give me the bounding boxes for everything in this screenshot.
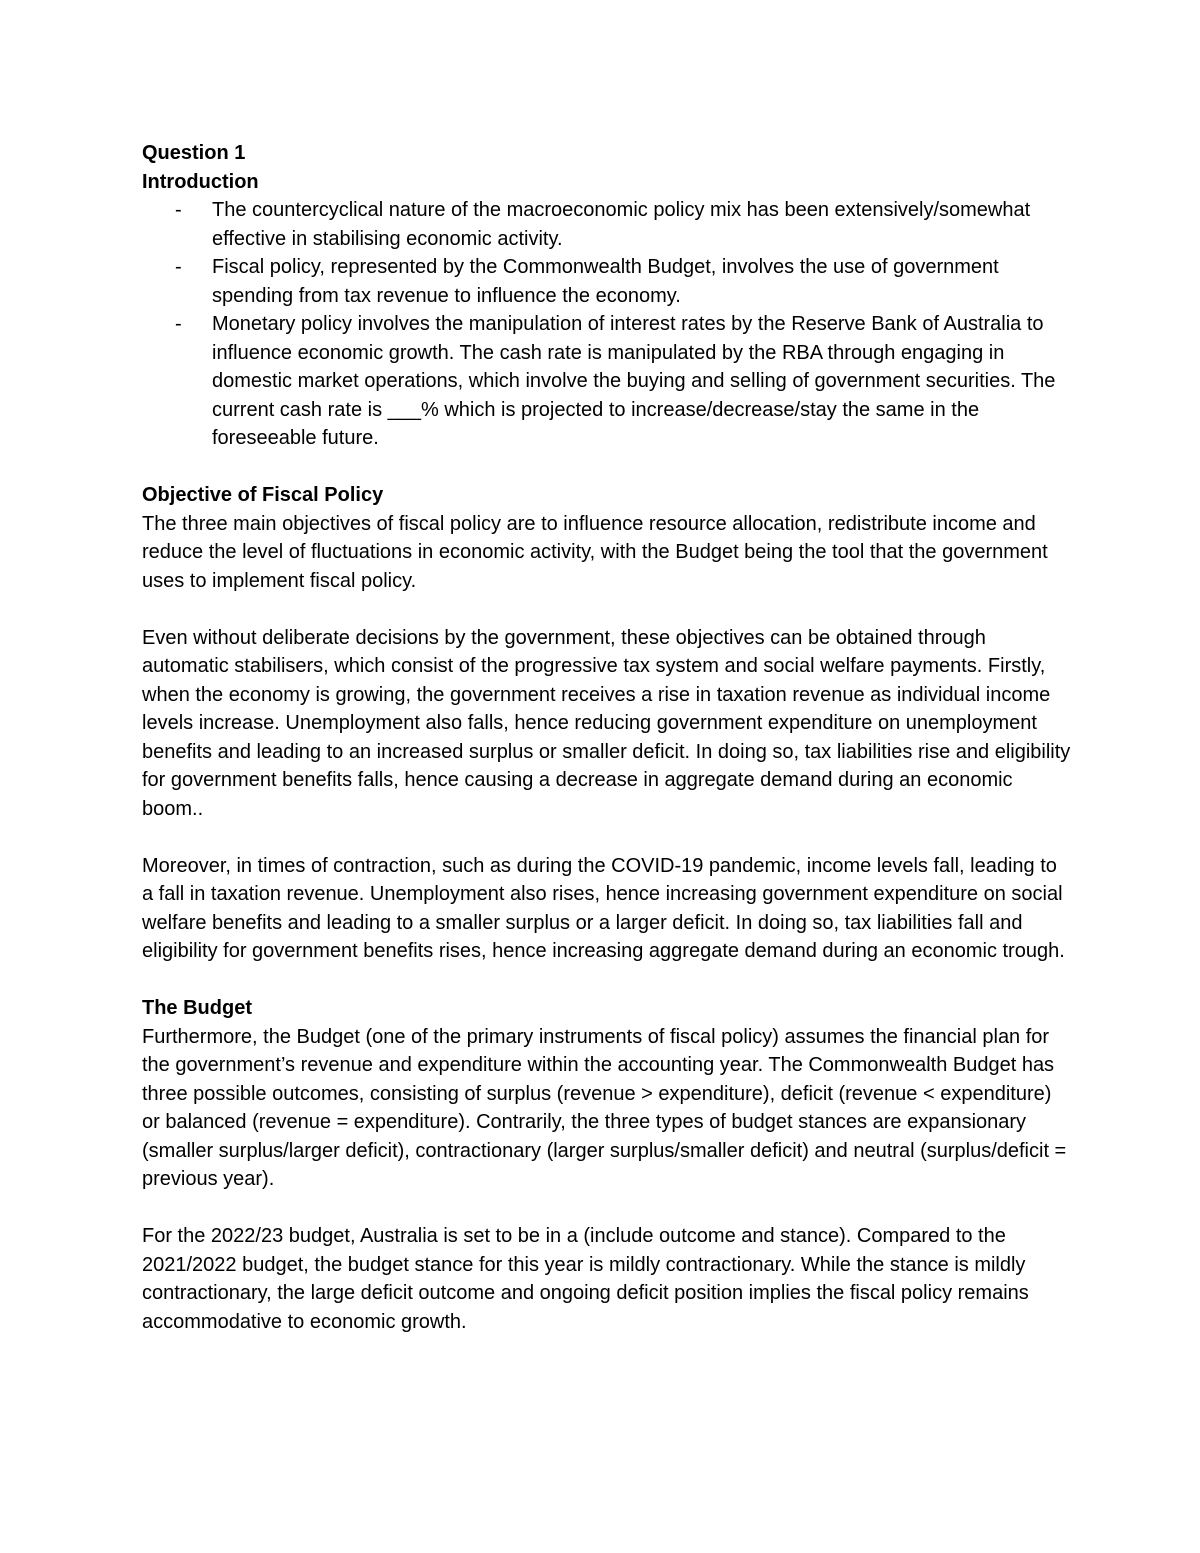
blank-line <box>142 453 1072 482</box>
list-item <box>142 196 1072 253</box>
objective-paragraph-2: Even without deliberate decisions by the government, these objectives can be obtained through automatic stabilisers, which consist of the progressive tax system and social welfare payments. Firstly, when the economy is growing, the government receives a rise in taxation revenue as individual income levels increase. Unemployment also falls, hence reducing government expenditure on unemployment benefits and leading to an increased surplus or smaller deficit. In doing so, tax liabilities rise and eligibility for government benefits falls, hence causing a decrease in aggregate demand during an economic boom.. <box>142 626 1071 820</box>
blank-line <box>142 823 1072 852</box>
budget-heading: The Budget <box>142 997 252 1019</box>
list-item <box>142 310 1072 453</box>
list-item <box>142 253 1072 310</box>
introduction-heading: Introduction <box>142 170 259 193</box>
budget-paragraph-2: For the 2022/23 budget, Australia is set to be in a (include outcome and stance). Compared to the 2021/2022 budget, the budget stance for this year is mildly contractionary. While the stance is mildly contractionary, the large deficit outcome and ongoing deficit position implies the fiscal policy remains accommodative to economic growth. <box>142 1225 1029 1333</box>
objective-paragraph-3: Moreover, in times of contraction, such as during the COVID-19 pandemic, income levels fall, leading to a fall in taxation revenue. Unemployment also rises, hence increasing government expenditure on social welfare benefits and leading to a smaller surplus or a larger deficit. In doing so, tax liabilities fall and eligibility for government benefits rises, hence increasing aggregate demand during an economic trough. <box>142 854 1065 962</box>
bullet-text: Fiscal policy, represented by the Commonwealth Budget, involves the use of government spending from tax revenue to influence the economy. <box>212 256 999 307</box>
bullet-text: Monetary policy involves the manipulation of interest rates by the Reserve Bank of Australia to influence economic growth. The cash rate is manipulated by the RBA through engaging in domestic market operations, which involve the buying and selling of government securities. The current cash rate is ___% which is projected to increase/decrease/stay the same in the foreseeable future. <box>212 313 1056 449</box>
blank-line <box>142 595 1072 624</box>
budget-paragraph-1: Furthermore, the Budget (one of the primary instruments of fiscal policy) assumes the financial plan for the government’s revenue and expenditure within the accounting year. The Commonwealth Budget has three possible outcomes, consisting of surplus (revenue > expenditure), deficit (revenue < expenditure) or balanced (revenue = expenditure). Contrarily, the three types of budget stances are expansionary (smaller surplus/larger deficit), contractionary (larger surplus/smaller deficit) and neutral (surplus/deficit = previous year). <box>142 1025 1067 1190</box>
blank-line <box>142 966 1072 995</box>
introduction-list <box>142 196 1072 453</box>
bullet-dash: - <box>175 199 182 221</box>
objective-paragraph-1: The three main objectives of fiscal policy are to influence resource allocation, redistribute income and reduce the level of fluctuations in economic activity, with the Budget being the tool that the government uses to implement fiscal policy. <box>142 512 1048 592</box>
objective-heading: Objective of Fiscal Policy <box>142 484 384 506</box>
bullet-dash: - <box>175 313 182 335</box>
question-title: Question 1 <box>142 142 246 164</box>
blank-line <box>142 1194 1072 1223</box>
bullet-text: The countercyclical nature of the macroeconomic policy mix has been extensively/somewhat effective in stabilising economic activity. <box>212 199 1031 250</box>
document-page <box>142 139 1072 1336</box>
bullet-dash: - <box>175 256 182 278</box>
